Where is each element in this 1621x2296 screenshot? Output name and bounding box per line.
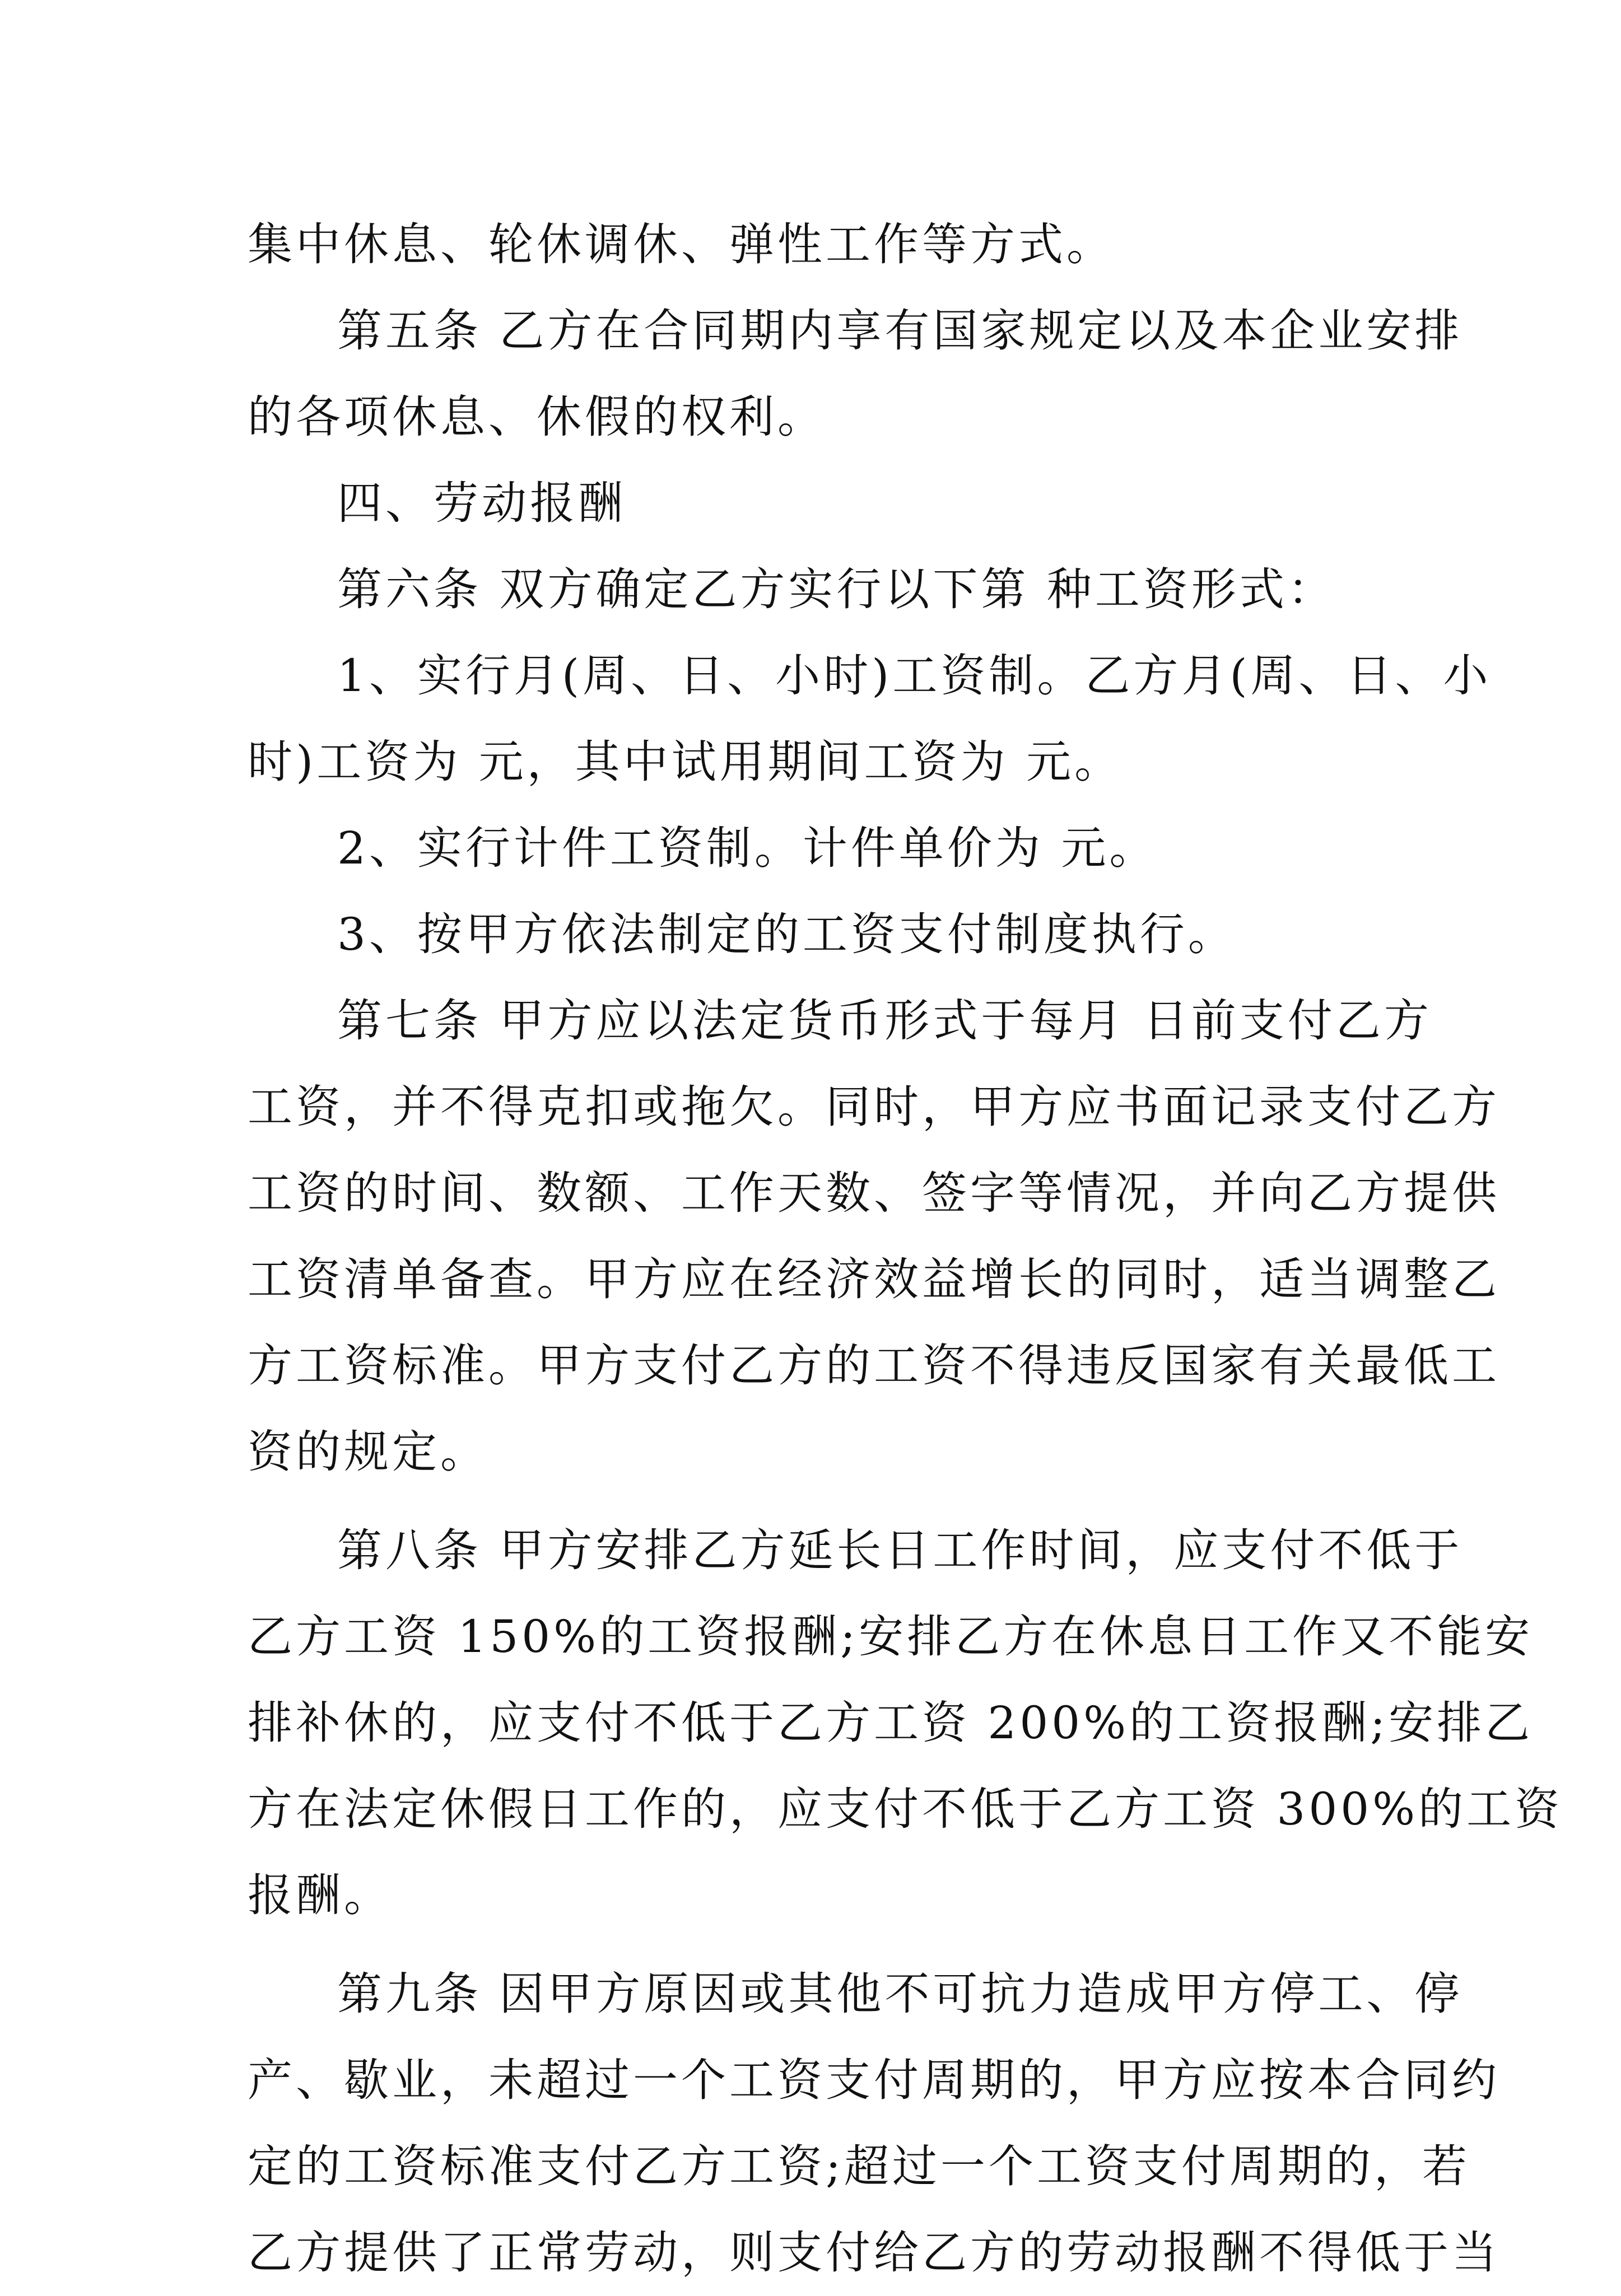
- text-line: 乙方提供了正常劳动，则支付给乙方的劳动报酬不得低于当: [248, 2227, 1500, 2279]
- document-page: [248, 202, 1563, 2296]
- text-line: 方工资标准。甲方支付乙方的工资不得违反国家有关最低工: [248, 1340, 1500, 1392]
- text-line: 1、实行月(周、日、小时)工资制。乙方月(周、日、小: [337, 650, 1492, 702]
- text-line: 第七条 甲方应以法定货币形式于每月 日前支付乙方: [337, 995, 1432, 1047]
- paragraph-gap: [248, 1495, 1390, 1508]
- text-line: 第八条 甲方安排乙方延长日工作时间，应支付不低于: [337, 1524, 1463, 1576]
- paragraph-gap: [248, 1939, 1390, 1951]
- text-line: 3、按甲方依法制定的工资支付制度执行。: [337, 908, 1236, 960]
- text-line: 报酬。: [248, 1869, 392, 1921]
- text-line: 第六条 双方确定乙方实行以下第 种工资形式：: [337, 563, 1336, 615]
- text-line: 乙方工资 150%的工资报酬;安排乙方在休息日工作又不能安: [248, 1611, 1534, 1663]
- text-line: 时)工资为 元，其中试用期间工资为 元。: [248, 736, 1123, 788]
- text-line: 工资，并不得克扣或拖欠。同时，甲方应书面记录支付乙方: [248, 1081, 1500, 1133]
- text-line: 2、实行计件工资制。计件单价为 元。: [337, 822, 1158, 874]
- text-line: 集中休息、轮休调休、弹性工作等方式。: [248, 218, 1115, 270]
- text-line: 工资的时间、数额、工作天数、签字等情况，并向乙方提供: [248, 1167, 1500, 1219]
- text-line: 定的工资标准支付乙方工资;超过一个工资支付周期的，若: [248, 2140, 1470, 2192]
- section-heading: 四、劳动报酬: [337, 477, 626, 529]
- text-line: 第九条 因甲方原因或其他不可抗力造成甲方停工、停: [337, 1968, 1463, 2020]
- text-line: 工资清单备查。甲方应在经济效益增长的同时，适当调整乙: [248, 1253, 1500, 1305]
- text-line: 方在法定休假日工作的，应支付不低于乙方工资 300%的工资: [248, 1783, 1563, 1835]
- text-line: 的各项休息、休假的权利。: [248, 391, 826, 443]
- text-line: 第五条 乙方在合同期内享有国家规定以及本企业安排: [337, 305, 1463, 357]
- text-line: 产、歇业，未超过一个工资支付周期的，甲方应按本合同约: [248, 2054, 1500, 2106]
- text-line: 资的规定。: [248, 1426, 488, 1478]
- text-line: 排补休的，应支付不低于乙方工资 200%的工资报酬;安排乙: [248, 1697, 1534, 1749]
